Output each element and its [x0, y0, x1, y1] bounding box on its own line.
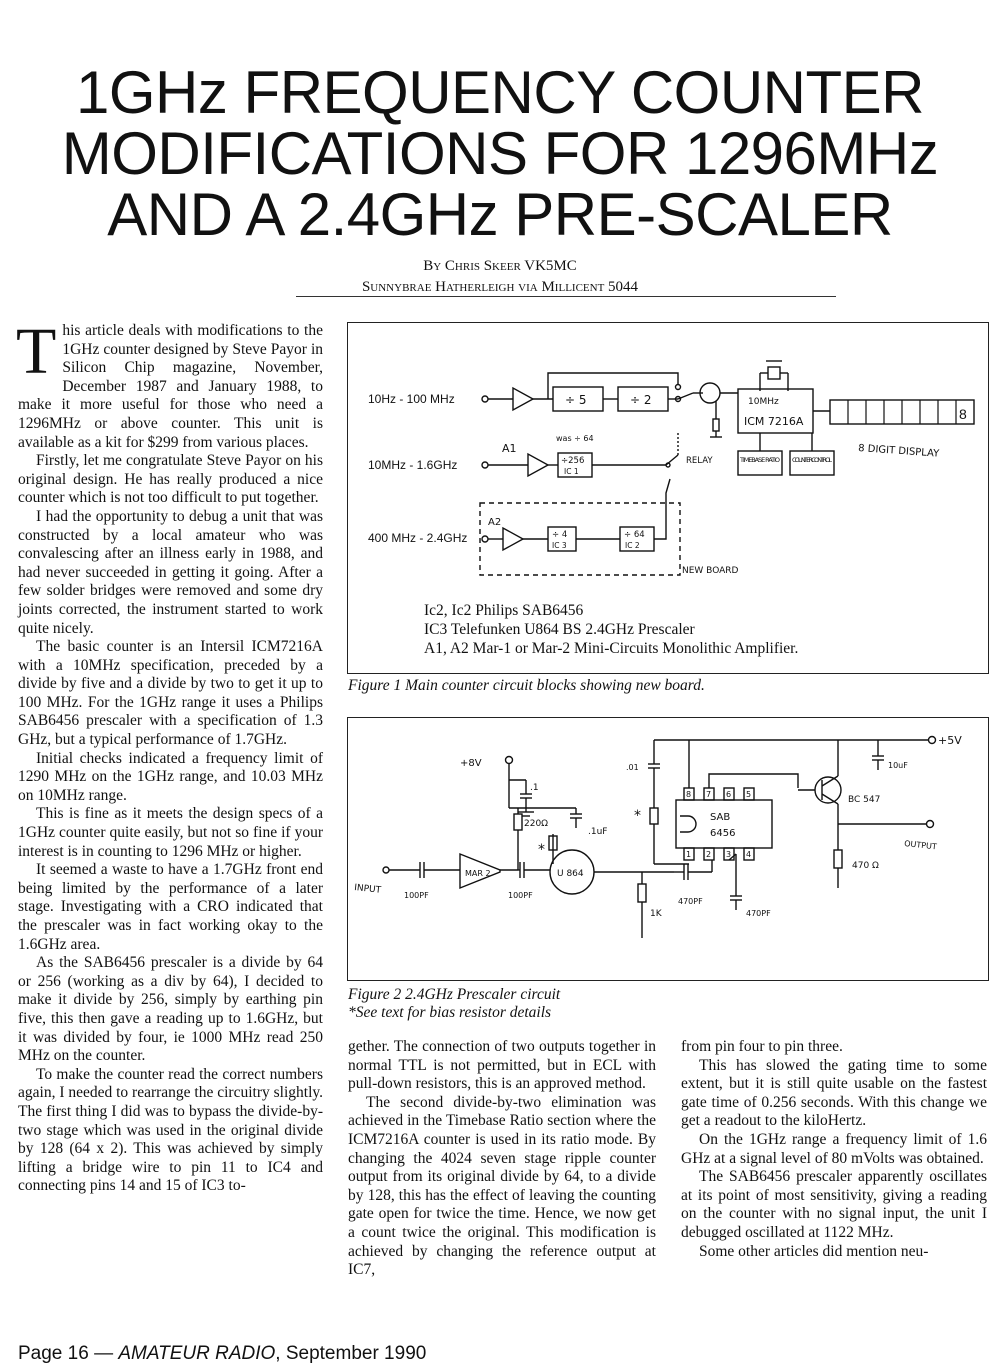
- svg-text:.1: .1: [530, 783, 539, 793]
- author-address: Sunnybrae Hatherleigh via Millicent 5044: [361, 279, 639, 295]
- paragraph: The basic counter is an Intersil ICM7216A with a 10MHz specification, preceded by a divide by five and a divide by two to get it up to 100 MHz. For the 1GHz range it uses a Philips SAB6456 prescaler with a specification of 1.3 GHz, but a typical performance of 1.7GHz.: [18, 638, 323, 749]
- svg-text:IC 1: IC 1: [564, 467, 579, 476]
- paragraph: This article deals with modifications to the 1GHz counter designed by Steve Payor in Silicon Chip magazine, November, December 1987 and January 1988, to make it more useful for those who need a 1296MHz or above counter. This unit is available as a kit for $299 from various places.: [16, 315, 323, 451]
- svg-text:3: 3: [726, 850, 732, 859]
- svg-text:÷ 2: ÷ 2: [630, 393, 652, 407]
- svg-text:1: 1: [686, 850, 692, 859]
- paragraph: Firstly, let me congratulate Steve Payor on his original design. He has really produced a nice counter which is not too difficult to put together.: [18, 452, 323, 507]
- drop-cap: T: [16, 315, 57, 388]
- svg-text:BC 547: BC 547: [848, 795, 881, 805]
- paragraph: Some other articles did mention neu-: [699, 1242, 929, 1260]
- magazine-name: AMATEUR RADIO: [118, 1343, 276, 1364]
- title-line-3: AND A 2.4GHz PRE-SCALER: [107, 181, 893, 248]
- svg-text:6456: 6456: [710, 828, 736, 839]
- parts-line: Ic2, Ic2 Philips SAB6456: [424, 602, 584, 619]
- svg-text:100PF: 100PF: [404, 891, 429, 900]
- svg-text:6: 6: [726, 790, 732, 799]
- svg-text:8: 8: [686, 790, 692, 799]
- amplifier-a1-symbol: [528, 454, 548, 476]
- svg-text:*: *: [634, 808, 641, 824]
- svg-text:10uF: 10uF: [888, 761, 908, 770]
- svg-text:4: 4: [746, 850, 752, 859]
- svg-text:÷ 4: ÷ 4: [552, 530, 568, 540]
- svg-text:COUNTER CONTROL: COUNTER CONTROL: [792, 456, 832, 464]
- parts-list: [424, 602, 798, 657]
- paragraph: The second divide-by-two elimination was achieved in the Timebase Ratio section where the ICM7216A counter is used in its ratio mode. By changing the 4024 seven stage ripple counter output from its original divide by 64, to a divide by 128, this has the effect of leaving the counting gate open for twice the time. Hence, we now get a count twice the original. This modification is achieved by changing the reference output at IC7,: [348, 1093, 656, 1279]
- svg-text:2: 2: [706, 850, 712, 859]
- bc547-transistor-symbol: [815, 777, 841, 803]
- svg-text:ICM 7216A: ICM 7216A: [744, 415, 804, 428]
- svg-text:SAB: SAB: [710, 812, 731, 823]
- svg-text:OUTPUT: OUTPUT: [903, 839, 938, 852]
- input-connector-1: [482, 396, 488, 402]
- svg-text:A1: A1: [502, 442, 517, 455]
- issue-date: , September 1990: [275, 1343, 427, 1364]
- text-column-1: [16, 315, 323, 1196]
- figure-2-note: *See text for bias resistor details: [348, 1004, 552, 1021]
- svg-text:+5V: +5V: [938, 734, 962, 747]
- paragraph: This is fine as it meets the design specs of a 1GHz counter quite easily, but not so fine if your interest is in counting to 1296 MHz or higher.: [18, 805, 323, 860]
- input-label-2: 10MHz - 1.6GHz: [368, 458, 458, 472]
- svg-text:100PF: 100PF: [508, 891, 533, 900]
- figure-2-caption: Figure 2 2.4GHz Prescaler circuit *See text for bias resistor details: [348, 986, 988, 1022]
- svg-text:470PF: 470PF: [678, 897, 703, 906]
- figure-1-caption: Figure 1 Main counter circuit blocks showing new board.: [348, 677, 705, 694]
- svg-text:.1uF: .1uF: [588, 827, 608, 837]
- svg-text:10MHz: 10MHz: [748, 397, 779, 407]
- paragraph: I had the opportunity to debug a unit that was constructed by a local amateur who was convalescing after an illness early in 1988, and had never succeeded in getting it going. After a few solder bridges were removed and some dry joints corrected, the instrument started to work quite nicely.: [18, 507, 323, 637]
- svg-text:1K: 1K: [650, 909, 662, 919]
- svg-text:U 864: U 864: [557, 869, 584, 879]
- sab6456-ic-box: [676, 800, 772, 848]
- amplifier-a2-symbol: [503, 528, 523, 550]
- paragraph: As the SAB6456 prescaler is a divide by 64 or 256 (working as a div by 64), I decided to make it divide by 256, simply by earthing pin five, this then gave a reading up to 1.6GHz, but it was divided by four, ie 1000 MHz read 250 MHz on the counter.: [18, 954, 323, 1065]
- text-column-3: [681, 1038, 987, 1261]
- input-connector-2: [482, 462, 488, 468]
- author-byline: By Chris Skeer VK5MC: [423, 258, 577, 274]
- svg-text:A2: A2: [488, 517, 502, 528]
- input-connector-3: [482, 536, 488, 542]
- display-last-digit: 8: [959, 406, 967, 422]
- amplifier-1-symbol: [513, 388, 533, 410]
- paragraph: It seemed a waste to have a 1.7GHz front end being limited by the performance of a later stage. Investigating with a CRO indicated that the prescaler was in fact working okay to the 1.6GHz area.: [18, 861, 323, 953]
- svg-text:7: 7: [706, 790, 712, 799]
- paragraph: The SAB6456 prescaler apparently oscillates at its point of most sensitivity, giving a reading on the counter with no signal input, the unit I debugged oscillated at 1122 MHz.: [681, 1168, 987, 1241]
- parts-line: A1, A2 Mar-1 or Mar-2 Mini-Circuits Monolithic Amplifier.: [424, 640, 799, 657]
- page-footer: [18, 1343, 426, 1365]
- title-line-2: MODIFICATIONS FOR 1296MHz: [61, 120, 939, 187]
- svg-text:TIMEBASE RATIO: TIMEBASE RATIO: [740, 456, 780, 464]
- paragraph: This has slowed the gating time to some extent, but it is still quite usable on the fastest gate time of 0.256 seconds. With this change we get a readout to the kiloHertz.: [681, 1056, 987, 1130]
- new-board-label: NEW BOARD: [682, 566, 739, 576]
- paragraph: gether. The connection of two outputs together in normal TTL is not permitted, but in ECL with pull-down resistors, this is an approved method.: [348, 1038, 656, 1093]
- svg-text:MAR 2: MAR 2: [465, 869, 491, 878]
- svg-text:+8V: +8V: [460, 758, 482, 769]
- paragraph: from pin four to pin three.: [681, 1038, 843, 1055]
- text-column-2: [348, 1038, 656, 1280]
- svg-text:.01: .01: [626, 763, 639, 772]
- svg-text:was ÷ 64: was ÷ 64: [556, 434, 594, 443]
- input-label-1: 10Hz - 100 MHz: [368, 392, 455, 406]
- page-number: Page 16 —: [18, 1343, 119, 1364]
- svg-text:5: 5: [746, 790, 752, 799]
- parts-line: IC3 Telefunken U864 BS 2.4GHz Prescaler: [424, 621, 695, 638]
- display-label: 8 DIGIT DISPLAY: [857, 443, 940, 460]
- svg-text:470PF: 470PF: [746, 909, 771, 918]
- svg-text:IC 2: IC 2: [625, 541, 640, 550]
- byline-block: [0, 256, 1000, 298]
- svg-text:INPUT: INPUT: [353, 883, 382, 896]
- article-title: [0, 59, 1000, 248]
- svg-text:IC 3: IC 3: [552, 541, 567, 550]
- svg-text:÷ 64: ÷ 64: [624, 530, 645, 540]
- svg-text:*: *: [538, 842, 545, 858]
- input-label-3: 400 MHz - 2.4GHz: [368, 531, 468, 545]
- title-line-1: 1GHz FREQUENCY COUNTER: [76, 59, 924, 126]
- svg-text:÷ 5: ÷ 5: [565, 393, 587, 407]
- header-rule: [296, 296, 836, 297]
- svg-text:RELAY: RELAY: [686, 456, 713, 466]
- crystal-symbol: [768, 367, 780, 379]
- paragraph: On the 1GHz range a frequency limit of 1.6 GHz at a signal level of 80 mVolts was obtained.: [681, 1130, 987, 1167]
- svg-text:÷256: ÷256: [561, 456, 585, 466]
- svg-text:220Ω: 220Ω: [524, 819, 549, 829]
- figure-1-block-diagram: [347, 322, 989, 674]
- paragraph: Initial checks indicated a frequency limit of 1290 MHz on the 1GHz range, and 10.03 MHz on 10MHz range.: [18, 749, 323, 804]
- ic-pins: [684, 788, 754, 860]
- paragraph: To make the counter read the correct numbers again, I needed to rearrange the circuitry slightly. The first thing I did was to bypass the divide-by-two stage which was used in the original divide by 128 (64 x 2). This was achieved by simply lifting a bridge wire to pin 11 to IC4 and connecting pins 14 and 15 of IC3 to-: [18, 1065, 323, 1195]
- figure-2-schematic: [347, 717, 989, 981]
- svg-text:470 Ω: 470 Ω: [852, 861, 879, 871]
- display-digit-dividers: [848, 400, 956, 424]
